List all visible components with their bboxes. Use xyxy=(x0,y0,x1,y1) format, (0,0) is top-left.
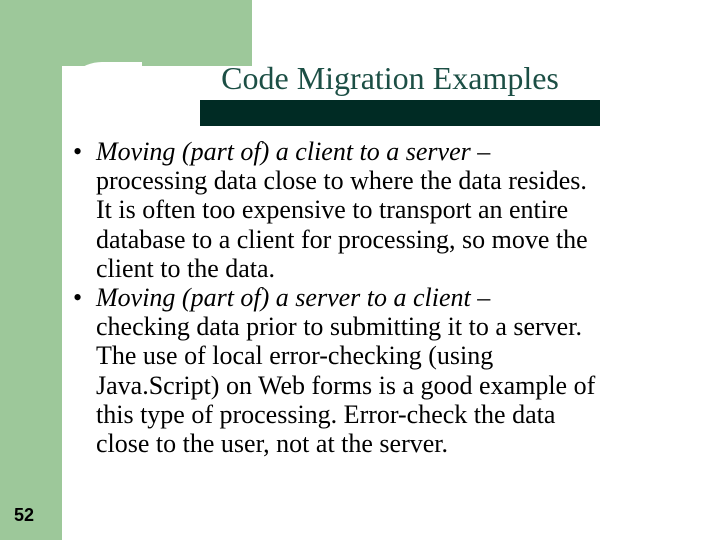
bullet-line: checking data prior to submitting it to a server. xyxy=(96,312,582,342)
slide-number: 52 xyxy=(14,505,35,525)
title-bar-decoration xyxy=(200,100,600,126)
bullet-line: this type of processing. Error-check the data xyxy=(96,399,556,429)
bullet-line: close to the user, not at the server. xyxy=(96,429,449,459)
bullet-line: database to a client for processing, so move the xyxy=(96,224,588,254)
bullet-line: The use of local error-checking (using xyxy=(96,341,494,371)
green-sidebar-decoration xyxy=(0,0,62,540)
bullet-lead: • Moving (part of) a client to a server – xyxy=(96,137,491,166)
bullet-line: client to the data. xyxy=(96,253,276,283)
rounded-corner-decoration xyxy=(62,62,142,142)
bullet-line: processing data close to where the data resides. xyxy=(96,166,587,196)
bullet-line: It is often too expensive to transport an entire xyxy=(96,195,569,225)
slide-title: Code Migration Examples xyxy=(221,60,559,96)
bullet-lead: • Moving (part of) a server to a client – xyxy=(96,283,491,313)
bullet-item-client-to-server xyxy=(96,137,716,283)
bullet-line: Java.Script) on Web forms is a good example of xyxy=(96,370,596,400)
bullet-list xyxy=(96,137,716,458)
green-top-decoration xyxy=(0,0,252,66)
bullet-item-server-to-client xyxy=(96,283,716,458)
